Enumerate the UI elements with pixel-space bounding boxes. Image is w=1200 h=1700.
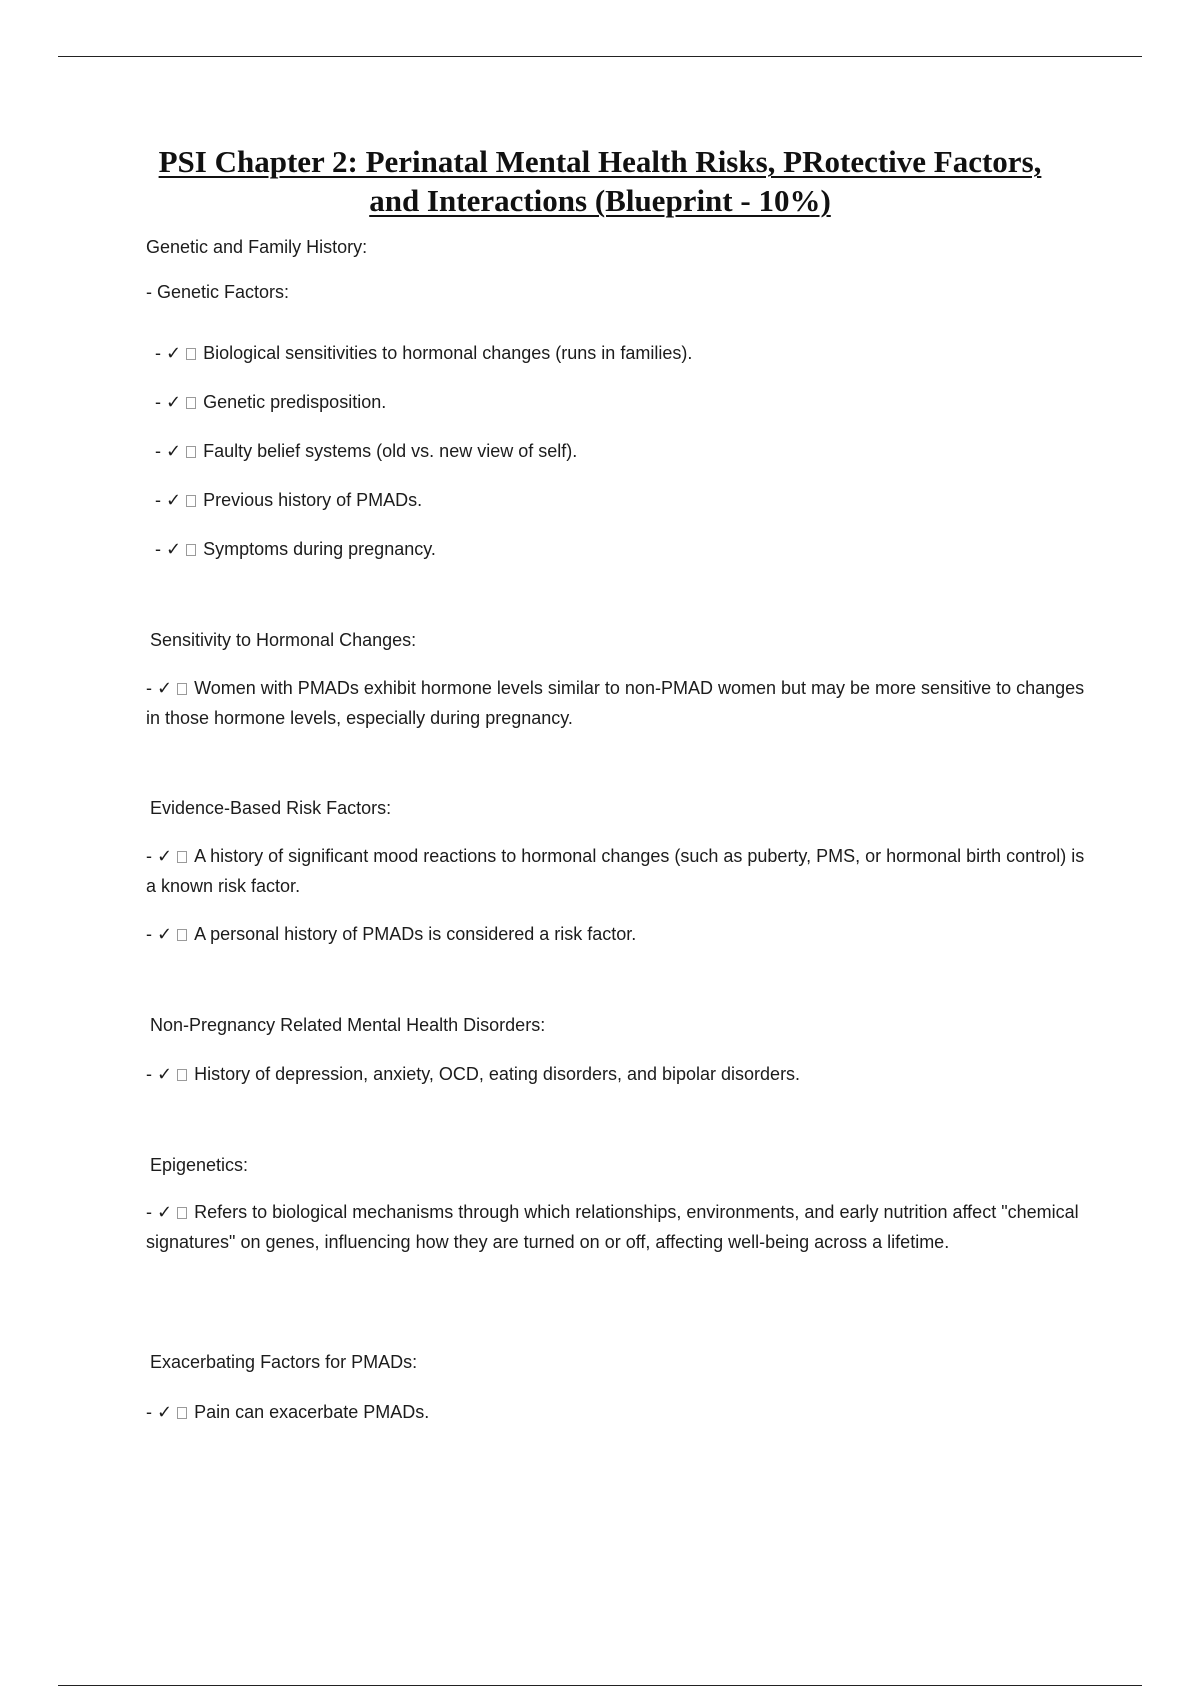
check-icon: ✓	[157, 1064, 173, 1085]
list-item: - ✓ Faulty belief systems (old vs. new view of self).	[155, 441, 578, 462]
section-heading-non-pregnancy: Non-Pregnancy Related Mental Health Disorders:	[150, 1015, 546, 1035]
check-icon: ✓	[157, 846, 173, 867]
check-icon: ✓	[166, 441, 182, 462]
list-item: - ✓ Pain can exacerbate PMADs.	[146, 1402, 430, 1423]
checkbox-glyph-icon	[177, 1069, 187, 1081]
list-item: - ✓ Biological sensitivities to hormonal changes (runs in families).	[155, 343, 693, 364]
checkbox-glyph-icon	[177, 851, 187, 863]
check-icon: ✓	[166, 343, 182, 364]
check-icon: ✓	[166, 392, 182, 413]
checkbox-glyph-icon	[177, 929, 187, 941]
list-item: - ✓ History of depression, anxiety, OCD, eating disorders, and bipolar disorders.	[146, 1064, 801, 1085]
checkbox-glyph-icon	[186, 348, 196, 360]
title-line-1: PSI Chapter 2: Perinatal Mental Health Risks, PRotective Factors,	[158, 144, 1042, 179]
section-heading-epigenetics: Epigenetics:	[150, 1155, 249, 1175]
check-icon: ✓	[166, 539, 182, 560]
check-icon: ✓	[157, 1402, 173, 1423]
checkbox-glyph-icon	[186, 544, 196, 556]
check-icon: ✓	[157, 1202, 173, 1223]
checkbox-glyph-icon	[186, 446, 196, 458]
list-item: - ✓ Women with PMADs exhibit hormone levels similar to non-PMAD women but may be more sensitive to changes in those hormone levels, especially during pregnancy.	[146, 678, 1085, 728]
section-heading-hormonal: Sensitivity to Hormonal Changes:	[150, 630, 417, 650]
list-item: - ✓ Refers to biological mechanisms through which relationships, environments, and early nutrition affect "chemical signatures" on genes, influencing how they are turned on or off, affecting well-being across a lifetime.	[146, 1202, 1079, 1252]
list-item: - ✓ A personal history of PMADs is considered a risk factor.	[146, 924, 637, 945]
checkbox-glyph-icon	[177, 683, 187, 695]
subheading-genetic-factors: - Genetic Factors:	[146, 282, 290, 302]
section-heading-genetic-family: Genetic and Family History:	[146, 237, 368, 257]
check-icon: ✓	[157, 678, 173, 699]
checkbox-glyph-icon	[177, 1407, 187, 1419]
checkbox-glyph-icon	[177, 1207, 187, 1219]
check-icon: ✓	[157, 924, 173, 945]
bottom-rule	[58, 1685, 1142, 1686]
list-item: - ✓ Previous history of PMADs.	[155, 490, 423, 511]
list-item: - ✓ Symptoms during pregnancy.	[155, 539, 436, 560]
check-icon: ✓	[166, 490, 182, 511]
list-item: - ✓ Genetic predisposition.	[155, 392, 387, 413]
checkbox-glyph-icon	[186, 397, 196, 409]
title-line-2: and Interactions (Blueprint - 10%)	[369, 183, 831, 218]
section-heading-evidence: Evidence-Based Risk Factors:	[150, 798, 392, 818]
list-item: - ✓ A history of significant mood reactions to hormonal changes (such as puberty, PMS, or hormonal birth control) is a known risk factor.	[146, 846, 1085, 896]
section-heading-exacerbating: Exacerbating Factors for PMADs:	[150, 1352, 418, 1372]
checkbox-glyph-icon	[186, 495, 196, 507]
